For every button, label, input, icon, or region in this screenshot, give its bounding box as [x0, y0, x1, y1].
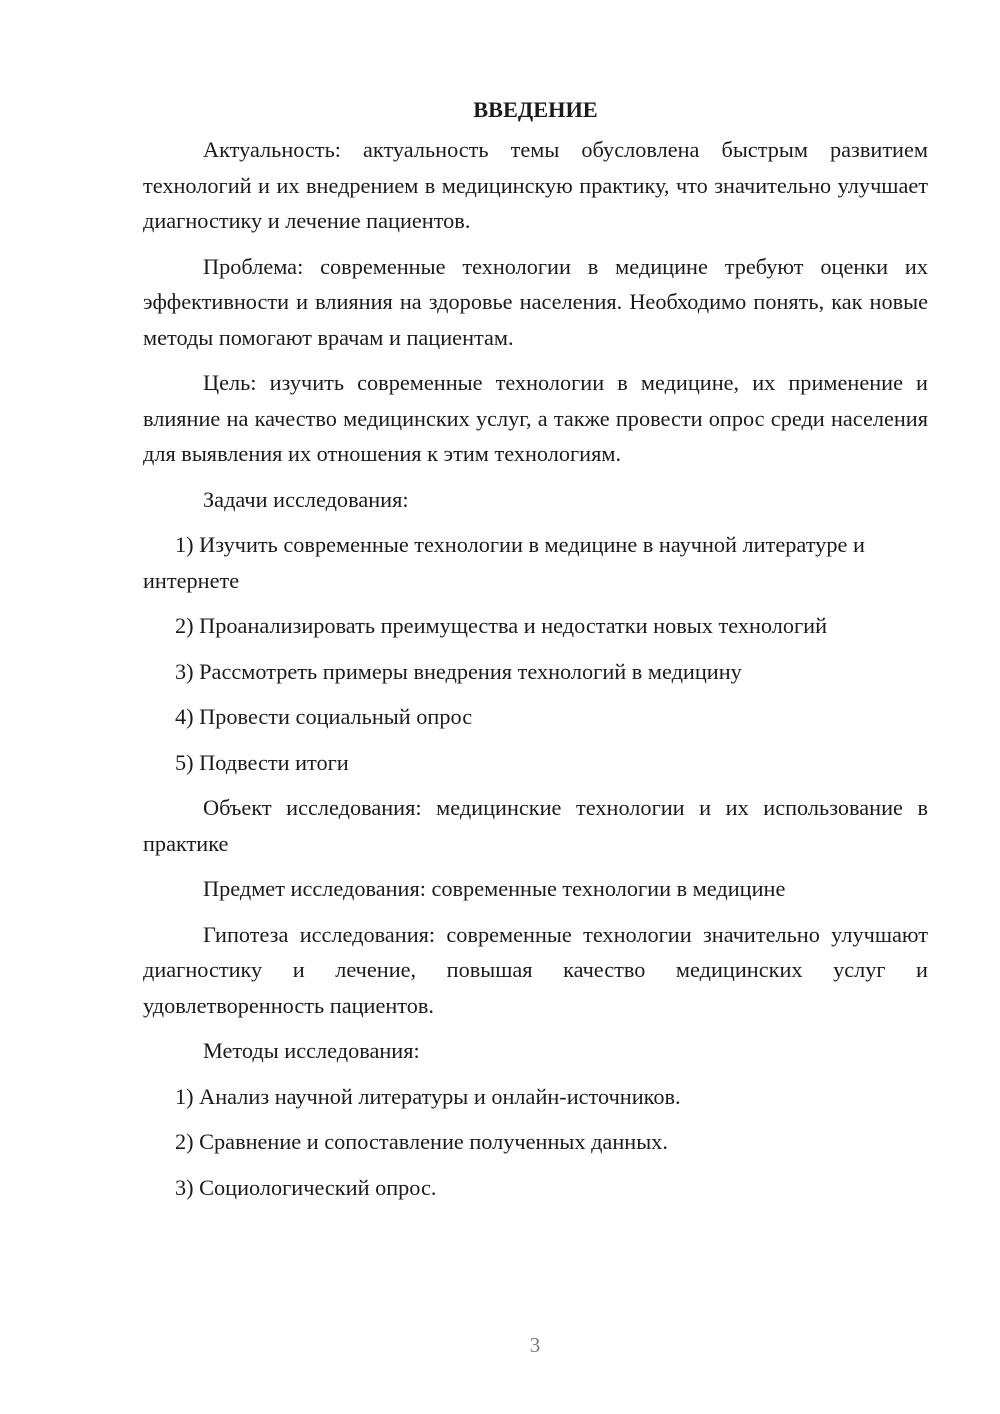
document-page — [143, 92, 928, 1215]
methods-label: Методы исследования: — [203, 1038, 420, 1063]
subject-paragraph: Предмет исследования: современные технологии в медицине — [203, 876, 786, 901]
page-number: 3 — [529, 1333, 541, 1357]
goal-paragraph: Цель: изучить современные технологии в медицине, их применение и влияние на качество медицинских услуг, а также провести опрос среди населения для выявления их отношения к этим технологиям. — [143, 370, 928, 466]
task-item: 2) Проанализировать преимущества и недостатки новых технологий — [175, 613, 828, 638]
task-item: 1) Изучить современные технологии в медицине в научной литературе и интернете — [143, 532, 865, 593]
task-item: 3) Рассмотреть примеры внедрения технологий в медицину — [175, 658, 742, 684]
object-paragraph: Объект исследования: медицинские технологии и их использование в практике — [143, 795, 928, 856]
task-item: 4) Провести социальный опрос — [175, 704, 473, 729]
hypothesis-paragraph: Гипотеза исследования: современные технологии значительно улучшают диагностику и лечение, повышая качество медицинских услуг и удовлетворенность пациентов. — [143, 921, 928, 1018]
method-item: 3) Социологический опрос. — [175, 1174, 437, 1200]
methods-list — [143, 1079, 928, 1206]
method-item: 2) Сравнение и сопоставление полученных данных. — [175, 1129, 668, 1154]
relevance-paragraph: Актуальность: актуальность темы обусловлена быстрым развитием технологий и их внедрением в медицинскую практику, что значительно улучшает диагностику и лечение пациентов. — [143, 137, 928, 233]
method-item: 1) Анализ научной литературы и онлайн-источников. — [175, 1083, 681, 1109]
task-item: 5) Подвести итоги — [175, 749, 349, 775]
tasks-label: Задачи исследования: — [203, 486, 409, 512]
tasks-list — [143, 527, 928, 780]
page-title: ВВЕДЕНИЕ — [473, 97, 598, 122]
problem-paragraph: Проблема: современные технологии в медицине требуют оценки их эффективности и влияния на здоровье населения. Необходимо понять, как новые методы помогают врачам и пациентам. — [143, 253, 928, 350]
